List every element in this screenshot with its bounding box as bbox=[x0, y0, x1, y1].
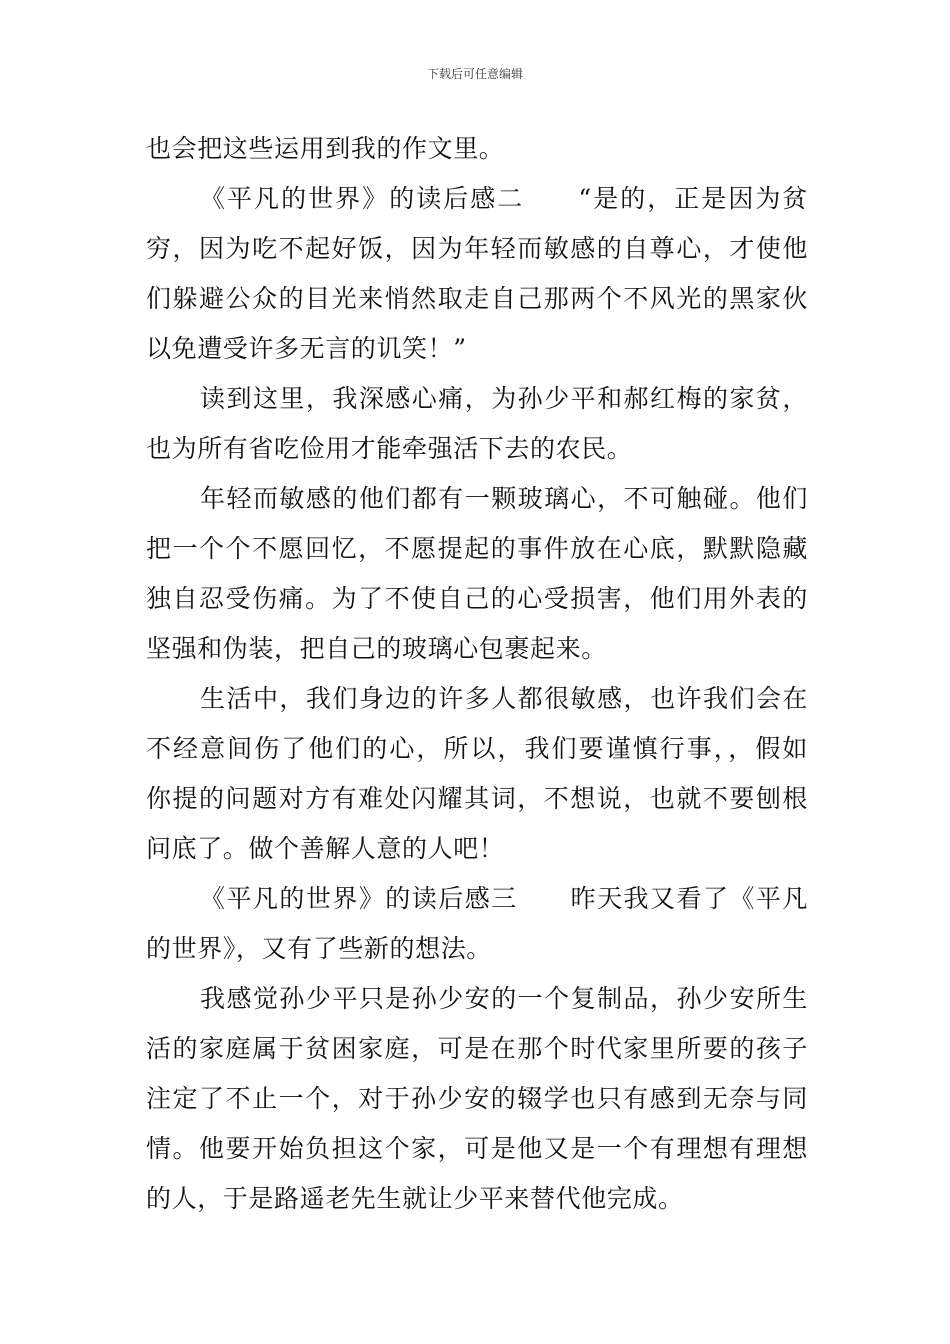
text-line: 以免遭受许多无言的讥笑！” bbox=[146, 334, 467, 363]
text-line: 的人，于是路遥老先生就让少平来替代他完成。 bbox=[146, 1184, 684, 1213]
text-line: 们躲避公众的目光来悄然取走自己那两个不风光的黑家伙 bbox=[146, 284, 808, 313]
text-line: 我感觉孙少平只是孙少安的一个复制品，孙少安所生 bbox=[200, 984, 808, 1013]
text-line: 的世界》，又有了些新的想法。 bbox=[146, 934, 492, 963]
text-line: 坚强和伪装，把自己的玻璃心包裹起来。 bbox=[146, 634, 607, 663]
text-line: 也会把这些运用到我的作文里。 bbox=[146, 134, 505, 163]
text-line: 情。他要开始负担这个家，可是他又是一个有理想有理想 bbox=[146, 1134, 808, 1163]
text-line: 问底了。做个善解人意的人吧！ bbox=[146, 834, 505, 863]
text-line: 注定了不止一个，对于孙少安的辍学也只有感到无奈与同 bbox=[146, 1084, 808, 1113]
text-line: 《平凡的世界》的读后感二 “是的，正是因为贫 bbox=[200, 184, 808, 213]
text-line: 读到这里，我深感心痛，为孙少平和郝红梅的家贫， bbox=[200, 384, 808, 413]
essay-body bbox=[146, 124, 808, 1224]
text-line: 年轻而敏感的他们都有一颗玻璃心，不可触碰。他们 bbox=[200, 484, 808, 513]
text-line: 活的家庭属于贫困家庭，可是在那个时代家里所要的孩子 bbox=[146, 1034, 808, 1063]
text-line: 生活中，我们身边的许多人都很敏感，也许我们会在 bbox=[200, 684, 808, 713]
text-line: 独自忍受伤痛。为了不使自己的心受损害，他们用外表的 bbox=[146, 584, 808, 613]
text-line: 你提的问题对方有难处闪耀其词，不想说，也就不要刨根 bbox=[146, 784, 808, 813]
text-line: 穷，因为吃不起好饭，因为年轻而敏感的自尊心，才使他 bbox=[146, 234, 808, 263]
text-line: 不经意间伤了他们的心，所以，我们要谨慎行事，，假如 bbox=[146, 734, 808, 763]
page-header: 下载后可任意编辑 bbox=[426, 67, 523, 81]
text-line: 也为所有省吃俭用才能牵强活下去的农民。 bbox=[146, 434, 633, 463]
text-line: 把一个个不愿回忆，不愿提起的事件放在心底，默默隐藏 bbox=[146, 534, 808, 563]
text-line: 《平凡的世界》的读后感三 昨天我又看了《平凡 bbox=[200, 884, 808, 913]
